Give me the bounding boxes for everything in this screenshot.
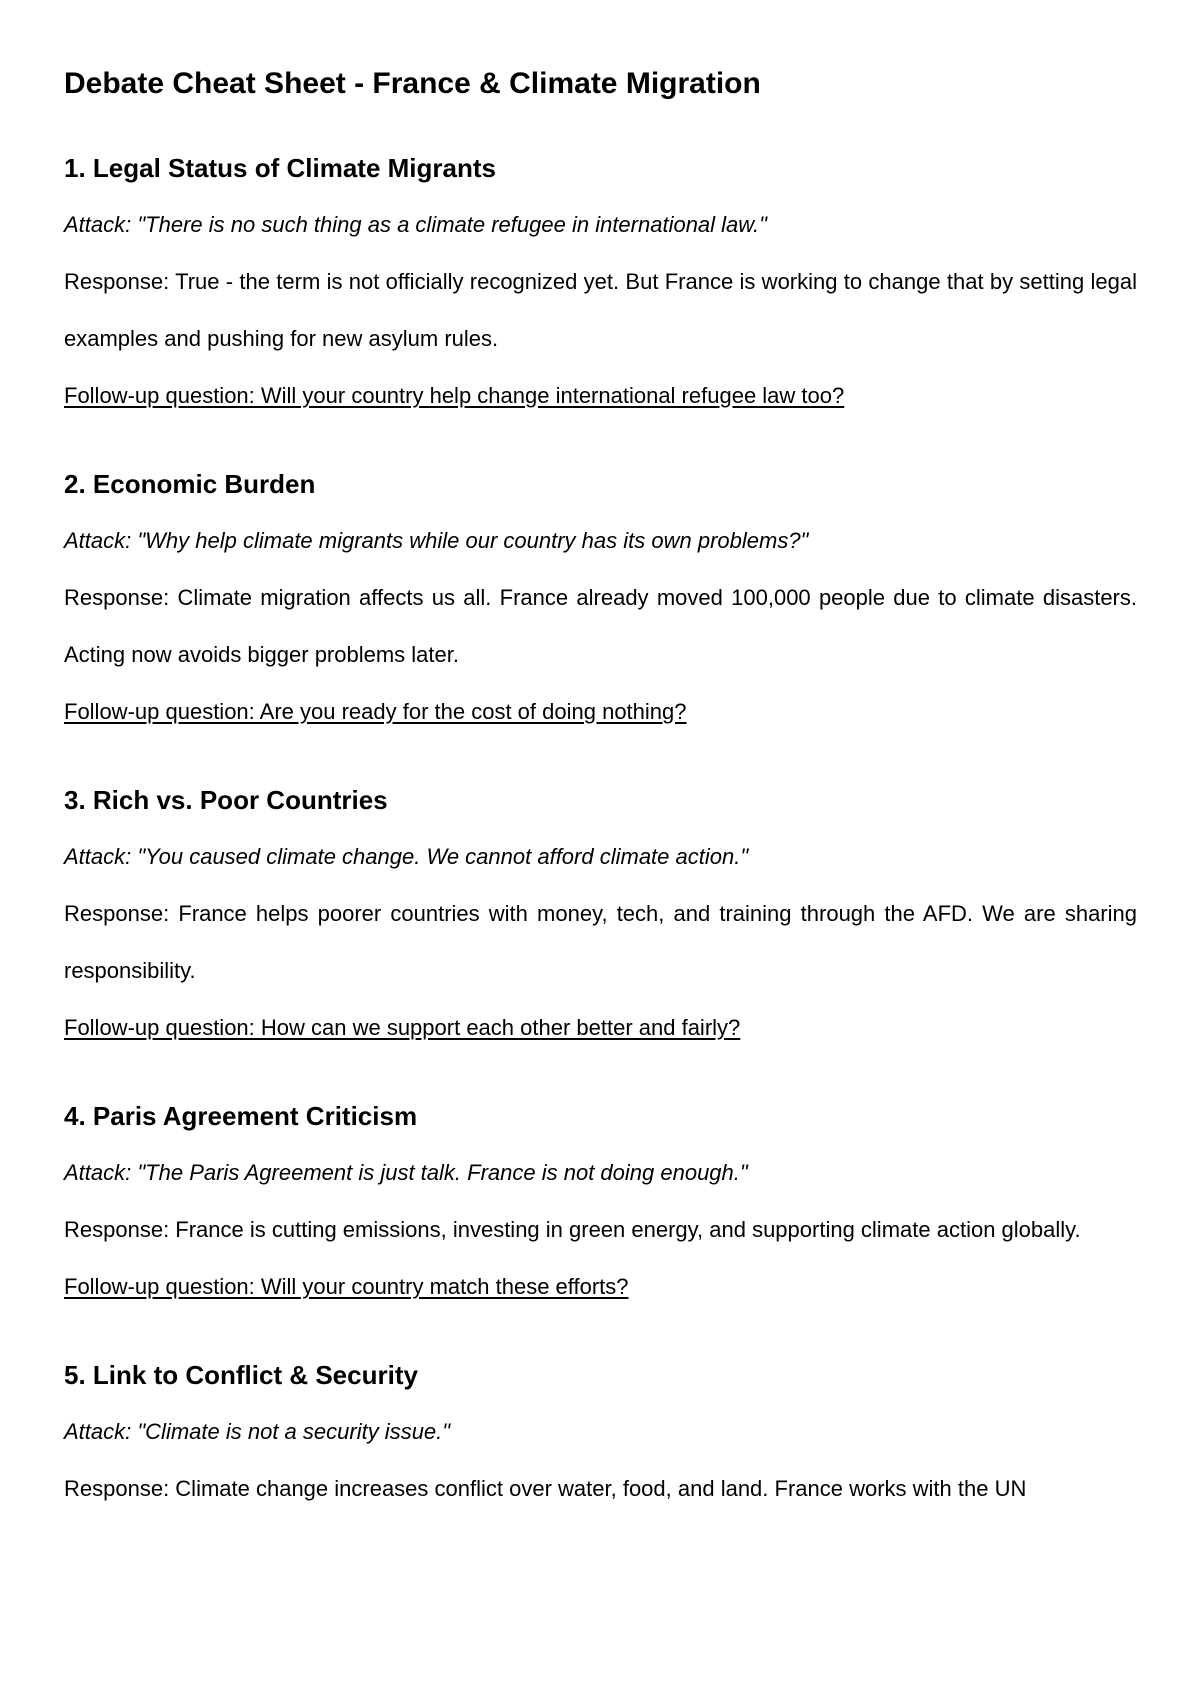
- follow-up-question: Follow-up question: Will your country match these efforts?: [64, 1274, 629, 1299]
- attack-text: Attack: "Why help climate migrants while our country has its own problems?": [64, 528, 809, 553]
- section-heading: 3. Rich vs. Poor Countries: [64, 785, 388, 815]
- follow-up-question: Follow-up question: Will your country help change international refugee law too?: [64, 383, 845, 408]
- document-title: Debate Cheat Sheet - France & Climate Migration: [64, 67, 761, 100]
- response-text: Response: France is cutting emissions, investing in green energy, and supporting climate action globally.: [64, 1217, 1081, 1242]
- section-heading: 2. Economic Burden: [64, 469, 316, 499]
- attack-text: Attack: "Climate is not a security issue.": [64, 1419, 451, 1444]
- response-text: Response: Climate change increases conflict over water, food, and land. France works with the UN: [64, 1476, 1027, 1501]
- attack-text: Attack: "The Paris Agreement is just talk. France is not doing enough.": [64, 1160, 748, 1185]
- response-text: Response: True - the term is not officially recognized yet. But France is working to change that by setting legal examples and pushing for new asylum rules.: [64, 269, 1137, 351]
- section-legal-status: [64, 148, 1137, 424]
- section-heading: 5. Link to Conflict & Security: [64, 1360, 418, 1390]
- section-paris-agreement: [64, 1096, 1137, 1315]
- attack-text: Attack: "You caused climate change. We cannot afford climate action.": [64, 844, 749, 869]
- section-heading: 1. Legal Status of Climate Migrants: [64, 153, 496, 183]
- section-economic-burden: [64, 464, 1137, 740]
- follow-up-question: Follow-up question: How can we support each other better and fairly?: [64, 1015, 741, 1040]
- section-heading: 4. Paris Agreement Criticism: [64, 1101, 418, 1131]
- follow-up-question: Follow-up question: Are you ready for the cost of doing nothing?: [64, 699, 687, 724]
- response-text: Response: Climate migration affects us all. France already moved 100,000 people due to climate disasters. Acting now avoids bigger problems later.: [64, 585, 1137, 667]
- section-rich-vs-poor: [64, 780, 1137, 1056]
- section-conflict-security: [64, 1355, 1137, 1517]
- attack-text: Attack: "There is no such thing as a climate refugee in international law.": [64, 212, 767, 237]
- response-text: Response: France helps poorer countries with money, tech, and training through the AFD. We are sharing responsibility.: [64, 901, 1137, 983]
